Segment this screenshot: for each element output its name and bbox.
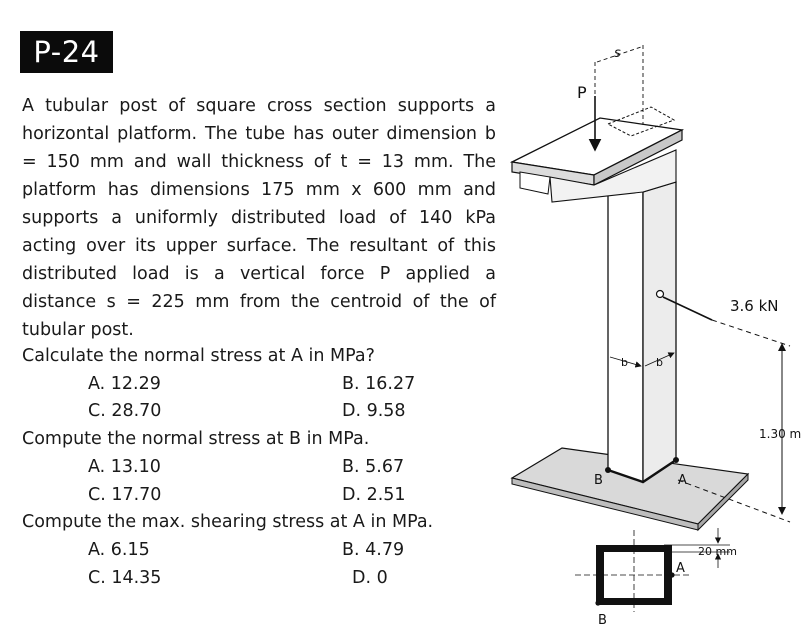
point-b-marker bbox=[605, 467, 611, 473]
question-3-choice-d[interactable]: D. 0 bbox=[352, 568, 388, 588]
section-point-b-marker bbox=[595, 600, 600, 605]
question-2-prompt: Compute the normal stress at B in MPa. bbox=[22, 429, 370, 449]
cross-section bbox=[575, 528, 730, 612]
dimension-b2-label: b bbox=[656, 356, 663, 369]
point-b-label: B bbox=[594, 473, 603, 488]
dimension-b1-label: b bbox=[621, 356, 628, 369]
problem-statement: A tubular post of square cross section supports a horizontal platform. The tube has outer dimension b = 150 mm and wall thickness of t = 13 mm. The platform has dimensions 175 mm x 600 mm and supports a uniformly distributed load of 140 kPa acting over its upper surface. The resultant of this distributed load is a vertical force P applied a distance s = 225 mm from the centroid of the of tubular post. bbox=[22, 96, 496, 340]
question-1-choice-a[interactable]: A. 12.29 bbox=[88, 374, 161, 394]
section-point-a-marker bbox=[669, 572, 674, 577]
load-p-label: P bbox=[577, 83, 587, 102]
lateral-force-label: 3.6 kN bbox=[730, 297, 779, 315]
question-3-choice-b[interactable]: B. 4.79 bbox=[342, 540, 405, 560]
question-2-choice-a[interactable]: A. 13.10 bbox=[88, 457, 161, 477]
question-1-choice-c[interactable]: C. 28.70 bbox=[88, 401, 162, 421]
question-2-choice-d[interactable]: D. 2.51 bbox=[342, 485, 406, 505]
question-1-choice-d[interactable]: D. 9.58 bbox=[342, 401, 406, 421]
force-extension-line bbox=[712, 320, 790, 346]
question-2-choice-b[interactable]: B. 5.67 bbox=[342, 457, 405, 477]
question-3-choice-a[interactable]: A. 6.15 bbox=[88, 540, 150, 560]
section-b-label: B bbox=[598, 613, 607, 628]
point-a-marker bbox=[673, 457, 679, 463]
question-3-prompt: Compute the max. shearing stress at A in MPa. bbox=[22, 512, 434, 532]
question-1-choice-b[interactable]: B. 16.27 bbox=[342, 374, 416, 394]
load-point-marker bbox=[657, 291, 664, 298]
question-1-prompt: Calculate the normal stress at A in MPa? bbox=[22, 346, 375, 366]
platform bbox=[512, 107, 682, 202]
question-3-choice-c[interactable]: C. 14.35 bbox=[88, 568, 162, 588]
problem-tag: P-24 bbox=[20, 31, 113, 73]
dimension-s-label: s bbox=[614, 46, 621, 61]
height-label: 1.30 m bbox=[759, 427, 802, 441]
tubular-post bbox=[608, 182, 676, 482]
wall-thickness-label: 20 mm bbox=[698, 545, 737, 558]
point-a-label: A bbox=[678, 473, 687, 488]
section-a-label: A bbox=[676, 561, 685, 576]
question-2-choice-c[interactable]: C. 17.70 bbox=[88, 485, 162, 505]
